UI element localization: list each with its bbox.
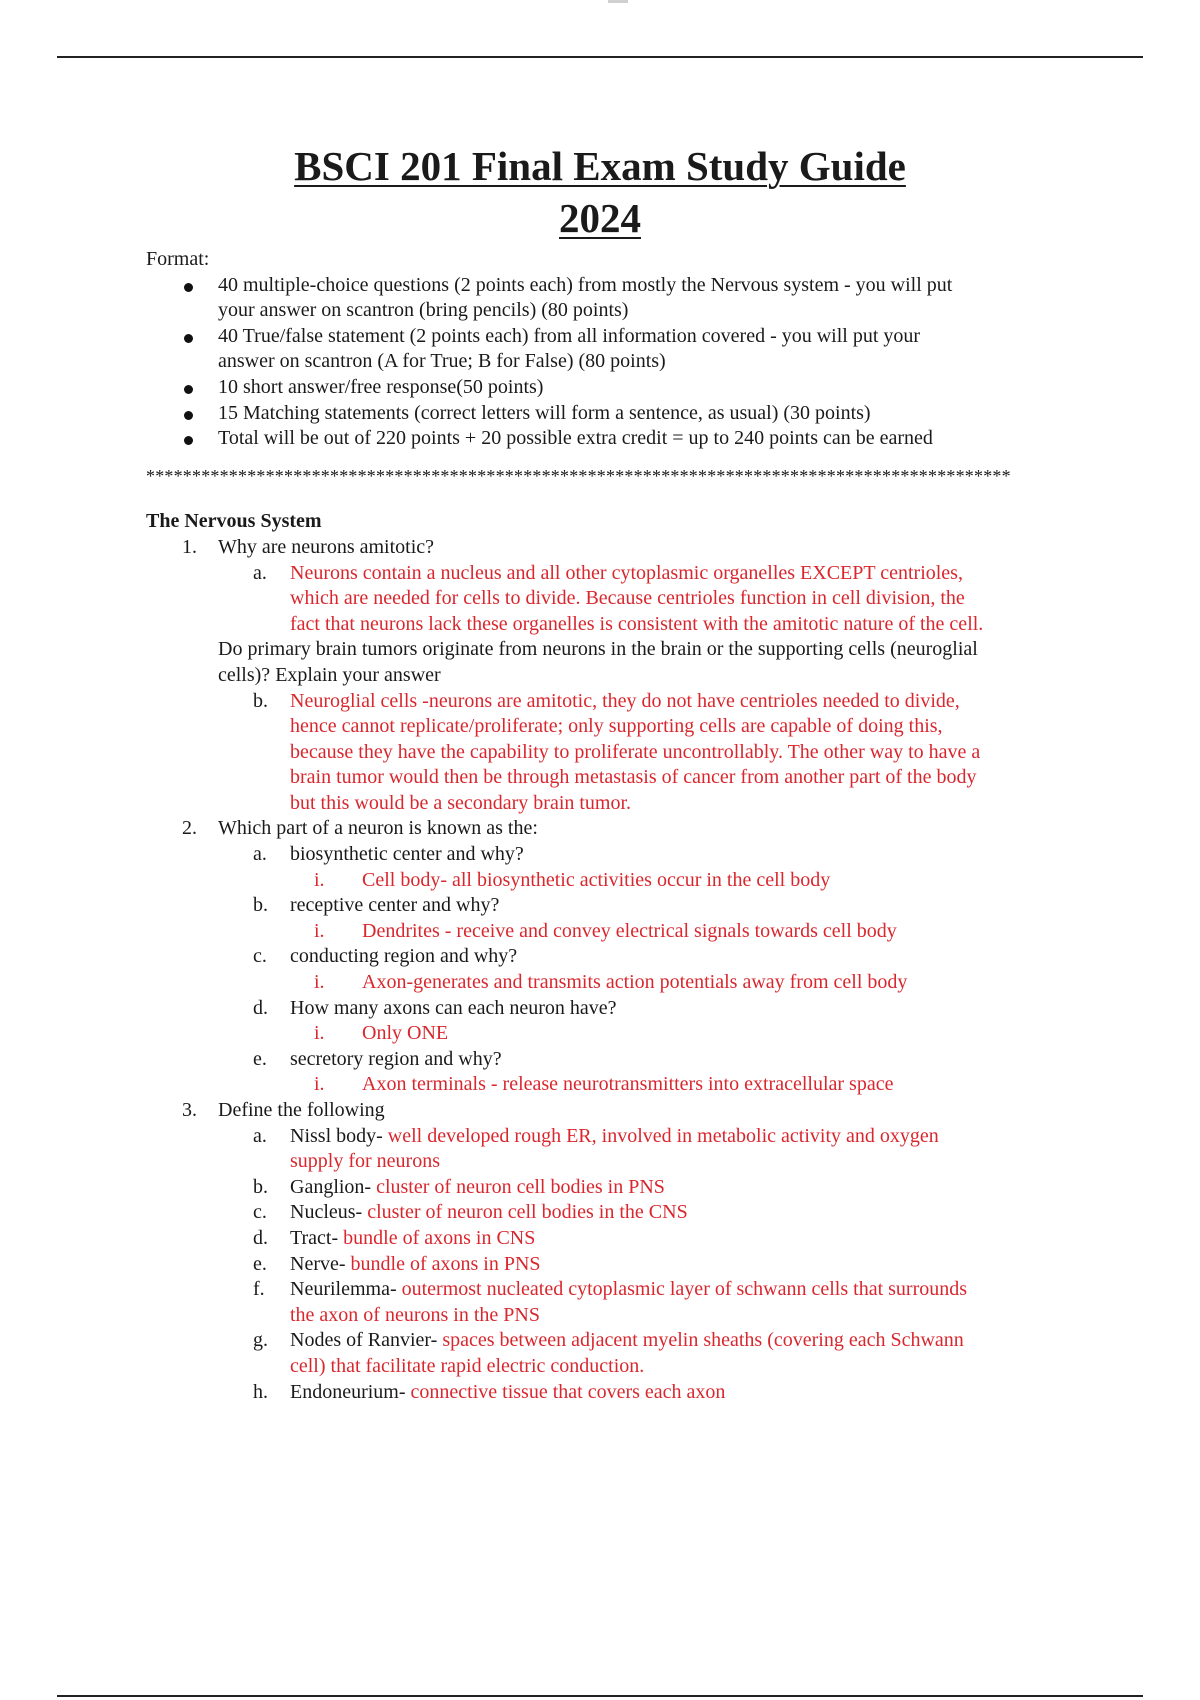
question-3-items [146,1124,1086,1406]
format-item-text: Total will be out of 220 points + 20 possible extra credit = up to 240 points can be earned [218,427,933,450]
definition-marker: f. [253,1278,265,1301]
sub-question-marker: a. [253,843,267,866]
format-item [146,426,1086,452]
answer-line: but this would be a secondary brain tumor. [290,791,632,814]
definition-answer-continued: the axon of neurons in the PNS [290,1303,540,1326]
definition-marker: d. [253,1226,268,1249]
footer-rule [57,1695,1143,1697]
bullet-icon [184,334,193,343]
format-item-text: answer on scantron (A for True; B for False) (80 points) [218,350,666,373]
answer-marker: i. [314,1022,325,1045]
definition-item [146,1124,1086,1150]
format-item-text: 40 True/false statement (2 points each) from all information covered - you will put your [218,324,921,347]
bullet-icon [184,385,193,394]
answer-1b [146,689,1086,817]
answer-line: because they have the capability to proliferate uncontrollably. The other way to have a [290,740,981,763]
answer-text: Dendrites - receive and convey electrical signals towards cell body [362,919,897,942]
sub-question [146,842,1086,868]
sub-question [146,996,1086,1022]
format-item [146,273,1086,299]
definition-answer: well developed rough ER, involved in metabolic activity and oxygen [387,1124,939,1147]
definition-answer: cluster of neuron cell bodies in the CNS [367,1201,688,1224]
definition-marker: a. [253,1124,267,1147]
followup-line: Do primary brain tumors originate from neurons in the brain or the supporting cells (neuroglial [218,638,978,661]
answer-item [146,868,1086,894]
answer-text: Only ONE [362,1022,449,1045]
answer-item [146,919,1086,945]
definition-text [290,1200,688,1226]
format-item-continued [146,349,1086,375]
answer-text: Axon-generates and transmits action potentials away from cell body [362,971,908,994]
sub-question-text: How many axons can each neuron have? [290,996,617,1019]
definition-marker: h. [253,1380,268,1403]
format-item-continued [146,298,1086,324]
definition-text [290,1380,725,1406]
definition-term: Ganglion- [290,1175,377,1198]
sub-question-marker: b. [253,894,268,917]
answer-marker: i. [314,1073,325,1096]
answer-item [146,970,1086,996]
definition-item [146,1200,1086,1226]
document-title [0,140,1200,244]
definition-term: Endoneurium- [290,1380,411,1403]
sub-question-text: receptive center and why? [290,894,500,917]
answer-marker: b. [253,689,268,712]
answer-marker: i. [314,919,325,942]
question-1 [146,535,1086,561]
definition-answer: outermost nucleated cytoplasmic layer of schwann cells that surrounds [401,1278,968,1301]
definition-term: Nodes of Ranvier- [290,1329,443,1352]
question-3 [146,1098,1086,1124]
bullet-icon [184,411,193,420]
question-number: 2. [182,817,197,840]
bullet-icon [184,436,193,445]
definition-marker: g. [253,1329,268,1352]
definition-item [146,1175,1086,1201]
definition-answer: connective tissue that covers each axon [410,1380,726,1403]
question-2-items [146,842,1086,1098]
question-text: Why are neurons amitotic? [218,535,435,558]
question-1-followup [146,637,1086,688]
definition-answer-continued: cell) that facilitate rapid electric conduction. [290,1354,645,1377]
definition-term: Tract- [290,1226,344,1249]
header-rule [57,56,1143,58]
answer-line: hence cannot replicate/proliferate; only supporting cells are capable of doing this, [290,715,943,738]
definition-text [290,1252,541,1278]
definition-answer: bundle of axons in CNS [343,1226,536,1249]
bullet-icon [184,283,193,292]
sub-question-marker: c. [253,945,267,968]
question-number: 1. [182,535,197,558]
question-2 [146,816,1086,842]
definition-marker: b. [253,1175,268,1198]
format-item [146,401,1086,427]
sub-question-marker: e. [253,1047,267,1070]
question-number: 3. [182,1099,197,1121]
definition-item [146,1252,1086,1278]
title-line-1: BSCI 201 Final Exam Study Guide [294,143,906,189]
definition-continued [146,1149,1086,1175]
answer-line: fact that neurons lack these organelles is consistent with the amitotic nature of the cell. [290,612,984,635]
format-item-text: 40 multiple-choice questions (2 points each) from mostly the Nervous system - you will put [218,273,953,296]
definition-item [146,1380,1086,1406]
sub-question-marker: d. [253,996,268,1019]
definition-item [146,1328,1086,1354]
answer-text: Axon terminals - release neurotransmitters into extracellular space [362,1073,894,1096]
answer-marker: i. [314,868,325,891]
definition-text [290,1124,939,1150]
title-line-2: 2024 [559,195,641,241]
sub-question [146,944,1086,970]
answer-text: Cell body- all biosynthetic activities occur in the cell body [362,868,831,891]
answer-item [146,1021,1086,1047]
question-text: Define the following [218,1099,385,1121]
answer-line: brain tumor would then be through metastasis of cancer from another part of the body [290,766,977,789]
sub-question-text: conducting region and why? [290,945,518,968]
answer-1a [146,561,1086,638]
format-item-text: 15 Matching statements (correct letters will form a sentence, as usual) (30 points) [218,401,871,424]
format-label: Format: [146,248,210,270]
definition-term: Neurilemma- [290,1278,402,1301]
answer-line: Neurons contain a nucleus and all other cytoplasmic organelles EXCEPT centrioles, [290,561,963,584]
definition-term: Nissl body- [290,1124,388,1147]
definition-item [146,1277,1086,1303]
answer-marker: i. [314,971,325,994]
sub-question-text: biosynthetic center and why? [290,843,524,866]
sub-question [146,1047,1086,1073]
definition-term: Nerve- [290,1252,351,1275]
answer-line: which are needed for cells to divide. Because centrioles function in cell division, the [290,587,965,610]
page-top-mark [608,0,628,3]
definition-text [290,1277,967,1303]
format-item [146,375,1086,401]
definition-term: Nucleus- [290,1201,368,1224]
definition-marker: c. [253,1201,267,1224]
definition-text [290,1328,964,1354]
definition-marker: e. [253,1252,267,1275]
answer-line: Neuroglial cells -neurons are amitotic, they do not have centrioles needed to divide, [290,689,960,712]
definition-continued [146,1354,1086,1380]
definition-answer: bundle of axons in PNS [350,1252,541,1275]
followup-line: cells)? Explain your answer [218,663,441,686]
answer-marker: a. [253,561,267,584]
document-body [146,247,1086,1405]
question-text: Which part of a neuron is known as the: [218,817,538,840]
definition-answer: cluster of neuron cell bodies in PNS [376,1175,665,1198]
definition-text [290,1226,535,1252]
definition-continued [146,1303,1086,1329]
answer-item [146,1072,1086,1098]
definition-answer: spaces between adjacent myelin sheaths (covering each Schwann [442,1329,964,1352]
sub-question [146,893,1086,919]
format-item-text: your answer on scantron (bring pencils) (80 points) [218,299,629,322]
section-title: The Nervous System [146,510,322,533]
format-item-text: 10 short answer/free response(50 points) [218,375,544,398]
definition-answer-continued: supply for neurons [290,1150,440,1173]
separator-line: ********************************************************************************************** [146,465,1011,486]
format-list [146,273,1086,452]
definition-text [290,1175,665,1201]
definition-item [146,1226,1086,1252]
sub-question-text: secretory region and why? [290,1047,502,1070]
format-item [146,324,1086,350]
